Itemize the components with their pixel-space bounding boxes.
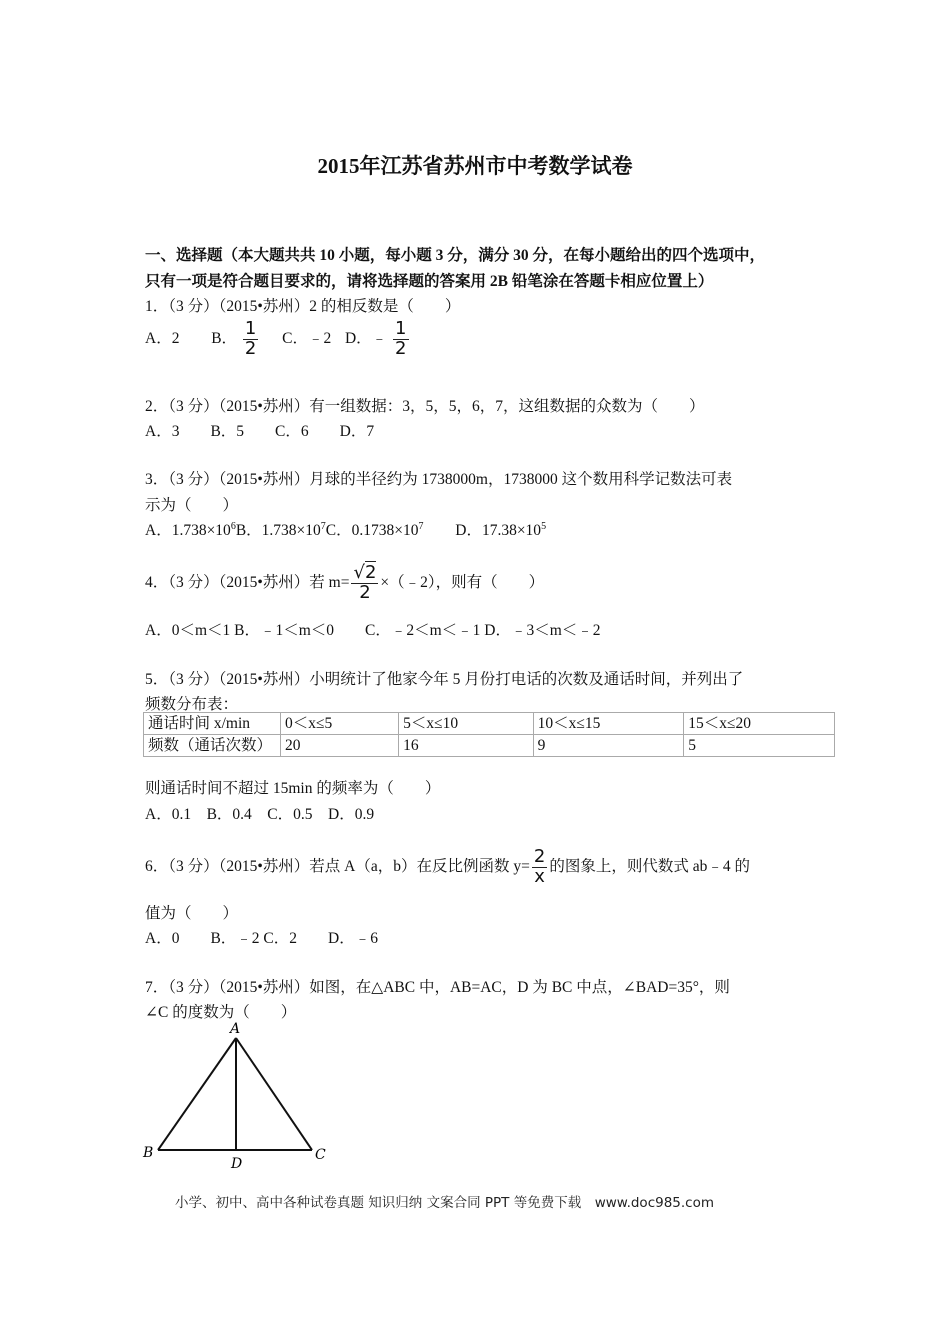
q6-fraction <box>532 848 547 887</box>
q5-stem-line1: 5．（3 分）（2015•苏州）小明统计了他家今年 5 月份打电话的次数及通话时间，并列出了 <box>145 671 744 688</box>
table-cell: 通话时间 x/min <box>144 713 281 735</box>
q3-stem-line1: 3．（3 分）（2015•苏州）月球的半径约为 1738000m，1738000 这个数用科学记数法可表 <box>145 471 733 488</box>
triangle-figure <box>140 1018 340 1178</box>
table-cell: 10＜x≤15 <box>533 713 684 735</box>
q3-exp-c: 7 <box>418 520 424 532</box>
segment-ac <box>236 1038 312 1150</box>
q1-option-c: C．﹣2 <box>282 329 332 347</box>
table-cell: 频数（通话次数） <box>144 735 281 757</box>
q6-stem-line2: 值为（ ） <box>145 905 239 922</box>
q4-fraction: $\frac{√2}{2}$ <box>353 562 377 603</box>
q6-numerator: 2 <box>533 846 546 867</box>
q3-option-a: A．1.738×10 <box>145 522 231 539</box>
q3-exp-b: 7 <box>320 520 326 532</box>
q1-stem: 1．（3 分）（2015•苏州）2 的相反数是（ ） <box>145 298 461 315</box>
label-d: D <box>231 1156 243 1172</box>
q4-options: A．0＜m＜1 B．﹣1＜m＜0 C．﹣2＜m＜﹣1 D．﹣3＜m＜﹣2 <box>145 622 601 639</box>
q3-stem-line2: 示为（ ） <box>145 497 239 514</box>
q3-option-c: C．0.1738×10 <box>325 522 419 539</box>
q3-option-d: D．17.38×10 <box>455 522 542 539</box>
q4-stem-post: ×（﹣2），则有（ ） <box>380 573 545 591</box>
footer-text: 小学、初中、高中各种试卷真题 知识归纳 文案合同 PPT 等免费下载 www.doc985.com <box>175 1195 715 1211</box>
label-b: B <box>143 1145 154 1161</box>
q6-stem <box>145 848 750 887</box>
q7-stem-line2: ∠C 的度数为（ ） <box>145 1004 297 1021</box>
q6-stem-post: 的图象上，则代数式 ab﹣4 的 <box>549 857 750 875</box>
q4-denominator: 2 <box>359 581 371 603</box>
q1-fraction-b: $\frac{1}{2}$ <box>244 318 257 359</box>
q1-fraction-d: $\frac{1}{2}$ <box>395 318 407 359</box>
table-cell: 15＜x≤20 <box>684 713 835 735</box>
table-cell: 9 <box>533 735 684 757</box>
table-cell: 5＜x≤10 <box>399 713 533 735</box>
table-cell: 5 <box>684 735 835 757</box>
q3-options <box>145 518 546 540</box>
label-a: A <box>230 1021 241 1037</box>
section-heading-line1: 一、选择题（本大题共共 10 小题，每小题 3 分，满分 30 分，在每小题给出的四个选项中， <box>145 247 766 264</box>
q6-stem-pre: 6．（3 分）（2015•苏州）若点 A（a，b）在反比例函数 y= <box>145 857 530 875</box>
q3-exp-a: 6 <box>230 520 236 532</box>
q1-option-b: B． <box>211 329 238 347</box>
table-cell: 20 <box>281 735 399 757</box>
q3-option-b: B．1.738×10 <box>235 522 321 539</box>
table-row <box>144 713 835 735</box>
frequency-table <box>143 712 835 757</box>
label-c: C <box>315 1147 326 1163</box>
q2-stem: 2．（3 分）（2015•苏州）有一组数据：3，5，5，6，7，这组数据的众数为（ ） <box>145 398 705 415</box>
q4-stem-pre: 4．（3 分）（2015•苏州）若 m= <box>145 573 350 591</box>
table-cell: 0＜x≤5 <box>281 713 399 735</box>
q5-options: A．0.1 B．0.4 C．0.5 D．0.9 <box>145 806 375 823</box>
section-heading-line2: 只有一项是符合题目要求的，请将选择题的答案用 2B 铅笔涂在答题卡相应位置上） <box>145 273 714 290</box>
q5-after-table: 则通话时间不超过 15min 的频率为（ ） <box>145 780 441 797</box>
table-row <box>144 735 835 757</box>
page-title: 2015年江苏省苏州市中考数学试卷 <box>317 154 633 178</box>
q1-options <box>145 320 411 359</box>
q2-options: A．3 B．5 C．6 D．7 <box>145 423 375 440</box>
q3-exp-d: 5 <box>541 520 547 532</box>
q1-option-d: D．﹣ <box>344 329 388 347</box>
table-cell: 16 <box>399 735 533 757</box>
q7-stem-line1: 7．（3 分）（2015•苏州）如图，在△ABC 中，AB=AC，D 为 BC 中点，∠BAD=35°，则 <box>145 979 730 996</box>
q6-denominator: x <box>534 865 545 887</box>
q4-sqrt-value: 2 <box>364 562 377 583</box>
q5-stem-line2: 频数分布表： <box>145 696 239 713</box>
segment-ab <box>158 1038 236 1150</box>
q6-options: A．0 B．﹣2 C．2 D．﹣6 <box>145 930 378 947</box>
q1-option-a: A．2 <box>145 329 180 347</box>
q4-stem <box>145 564 544 603</box>
